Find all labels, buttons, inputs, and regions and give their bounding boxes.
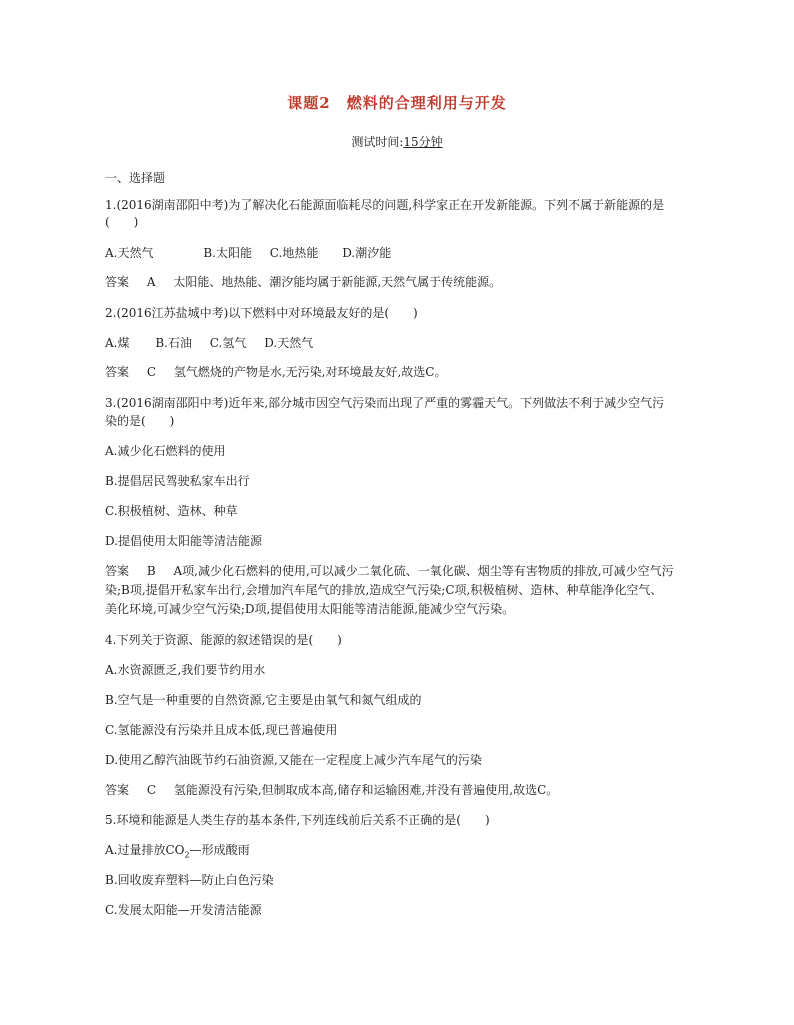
q3-option-c: C.积极植树、造林、种草	[105, 504, 238, 518]
answer-explanation: 太阳能、地热能、潮汐能均属于新能源,天然气属于传统能源。	[173, 275, 502, 289]
q2-option-d: D.天然气	[264, 336, 314, 350]
q5-option-b: B.回收废弃塑料—防止白色污染	[105, 873, 274, 887]
q5-option-a-pre: A.过量排放CO	[105, 843, 185, 857]
q3-answer-line3: 美化环境,可减少空气污染;D项,提倡使用太阳能等清洁能源,能减少空气污染。	[105, 602, 515, 616]
answer-choice: B	[146, 564, 156, 578]
answer-explanation: A项,减少化石燃料的使用,可以减少二氧化硫、一氧化碳、烟尘等有害物质的排放,可减少空气污	[173, 564, 674, 578]
test-time	[0, 133, 794, 150]
answer-label: 答案	[105, 564, 130, 578]
q4-option-d: D.使用乙醇汽油既节约石油资源,又能在一定程度上减少汽车尾气的污染	[105, 753, 482, 767]
answer-choice: A	[146, 275, 156, 289]
q5-stem: 5.环境和能源是人类生存的基本条件,下列连线前后关系不正确的是( )	[105, 813, 490, 827]
answer-label: 答案	[105, 783, 130, 797]
test-time-value: 15分钟	[403, 135, 443, 149]
q1-option-d: D.潮汐能	[342, 246, 392, 260]
q1-options	[105, 245, 695, 262]
q3-option-d: D.提倡使用太阳能等清洁能源	[105, 534, 263, 548]
q1-option-a: A.天然气	[105, 246, 154, 260]
answer-label: 答案	[105, 365, 130, 379]
answer-explanation: 氢气燃烧的产物是水,无污染,对环境最友好,故选C。	[173, 365, 447, 379]
q3-stem-line1: 3.(2016湖南邵阳中考)近年来,部分城市因空气污染而出现了严重的雾霾天气。下列做法不利于减少空气污	[105, 396, 665, 410]
q3-option-b: B.提倡居民驾驶私家车出行	[105, 474, 250, 488]
q3-answer-line2: 染;B项,提倡开私家车出行,会增加汽车尾气的排放,造成空气污染;C项,积极植树、造林、种草能净化空气、	[105, 583, 663, 597]
q2-stem: 2.(2016江苏盐城中考)以下燃料中对环境最友好的是( )	[105, 306, 418, 320]
q4-answer	[105, 782, 695, 799]
q2-answer	[105, 364, 695, 381]
q4-option-b: B.空气是一种重要的自然资源,它主要是由氧气和氮气组成的	[105, 693, 422, 707]
q1-stem-line2: ( )	[105, 215, 139, 229]
q2-option-c: C.氢气	[209, 336, 247, 350]
test-time-label: 测试时间:	[351, 135, 404, 149]
answer-explanation: 氢能源没有污染,但制取成本高,储存和运输困难,并没有普遍使用,故选C。	[173, 783, 559, 797]
page-title: 课题2 燃料的合理利用与开发	[287, 94, 507, 112]
q1-stem-line1: 1.(2016湖南邵阳中考)为了解决化石能源面临耗尽的问题,科学家正在开发新能源。下列不属于新能源的是	[105, 198, 665, 212]
q4-option-c: C.氢能源没有污染并且成本低,现已普遍使用	[105, 723, 338, 737]
section-heading: 一、选择题	[105, 171, 166, 185]
q1-option-b: B.太阳能	[203, 246, 252, 260]
answer-choice: C	[146, 783, 157, 797]
q3-option-a: A.减少化石燃料的使用	[105, 444, 226, 458]
q5-option-a	[105, 842, 695, 863]
q3-stem-line2: 染的是( )	[105, 414, 175, 428]
q5-option-c: C.发展太阳能—开发清洁能源	[105, 903, 262, 917]
answer-label: 答案	[105, 275, 130, 289]
q3-answer-line1	[105, 563, 695, 580]
q2-option-a: A.煤	[105, 336, 130, 350]
q5-option-a-sub: 2	[184, 850, 190, 860]
q5-option-a-post: —形成酸雨	[189, 843, 250, 857]
answer-choice: C	[146, 365, 157, 379]
q1-option-c: C.地热能	[269, 246, 319, 260]
q4-stem: 4.下列关于资源、能源的叙述错误的是( )	[105, 633, 342, 647]
q4-option-a: A.水资源匮乏,我们要节约用水	[105, 663, 266, 677]
q2-option-b: B.石油	[155, 336, 192, 350]
q2-options	[105, 335, 695, 352]
q1-answer	[105, 274, 695, 291]
